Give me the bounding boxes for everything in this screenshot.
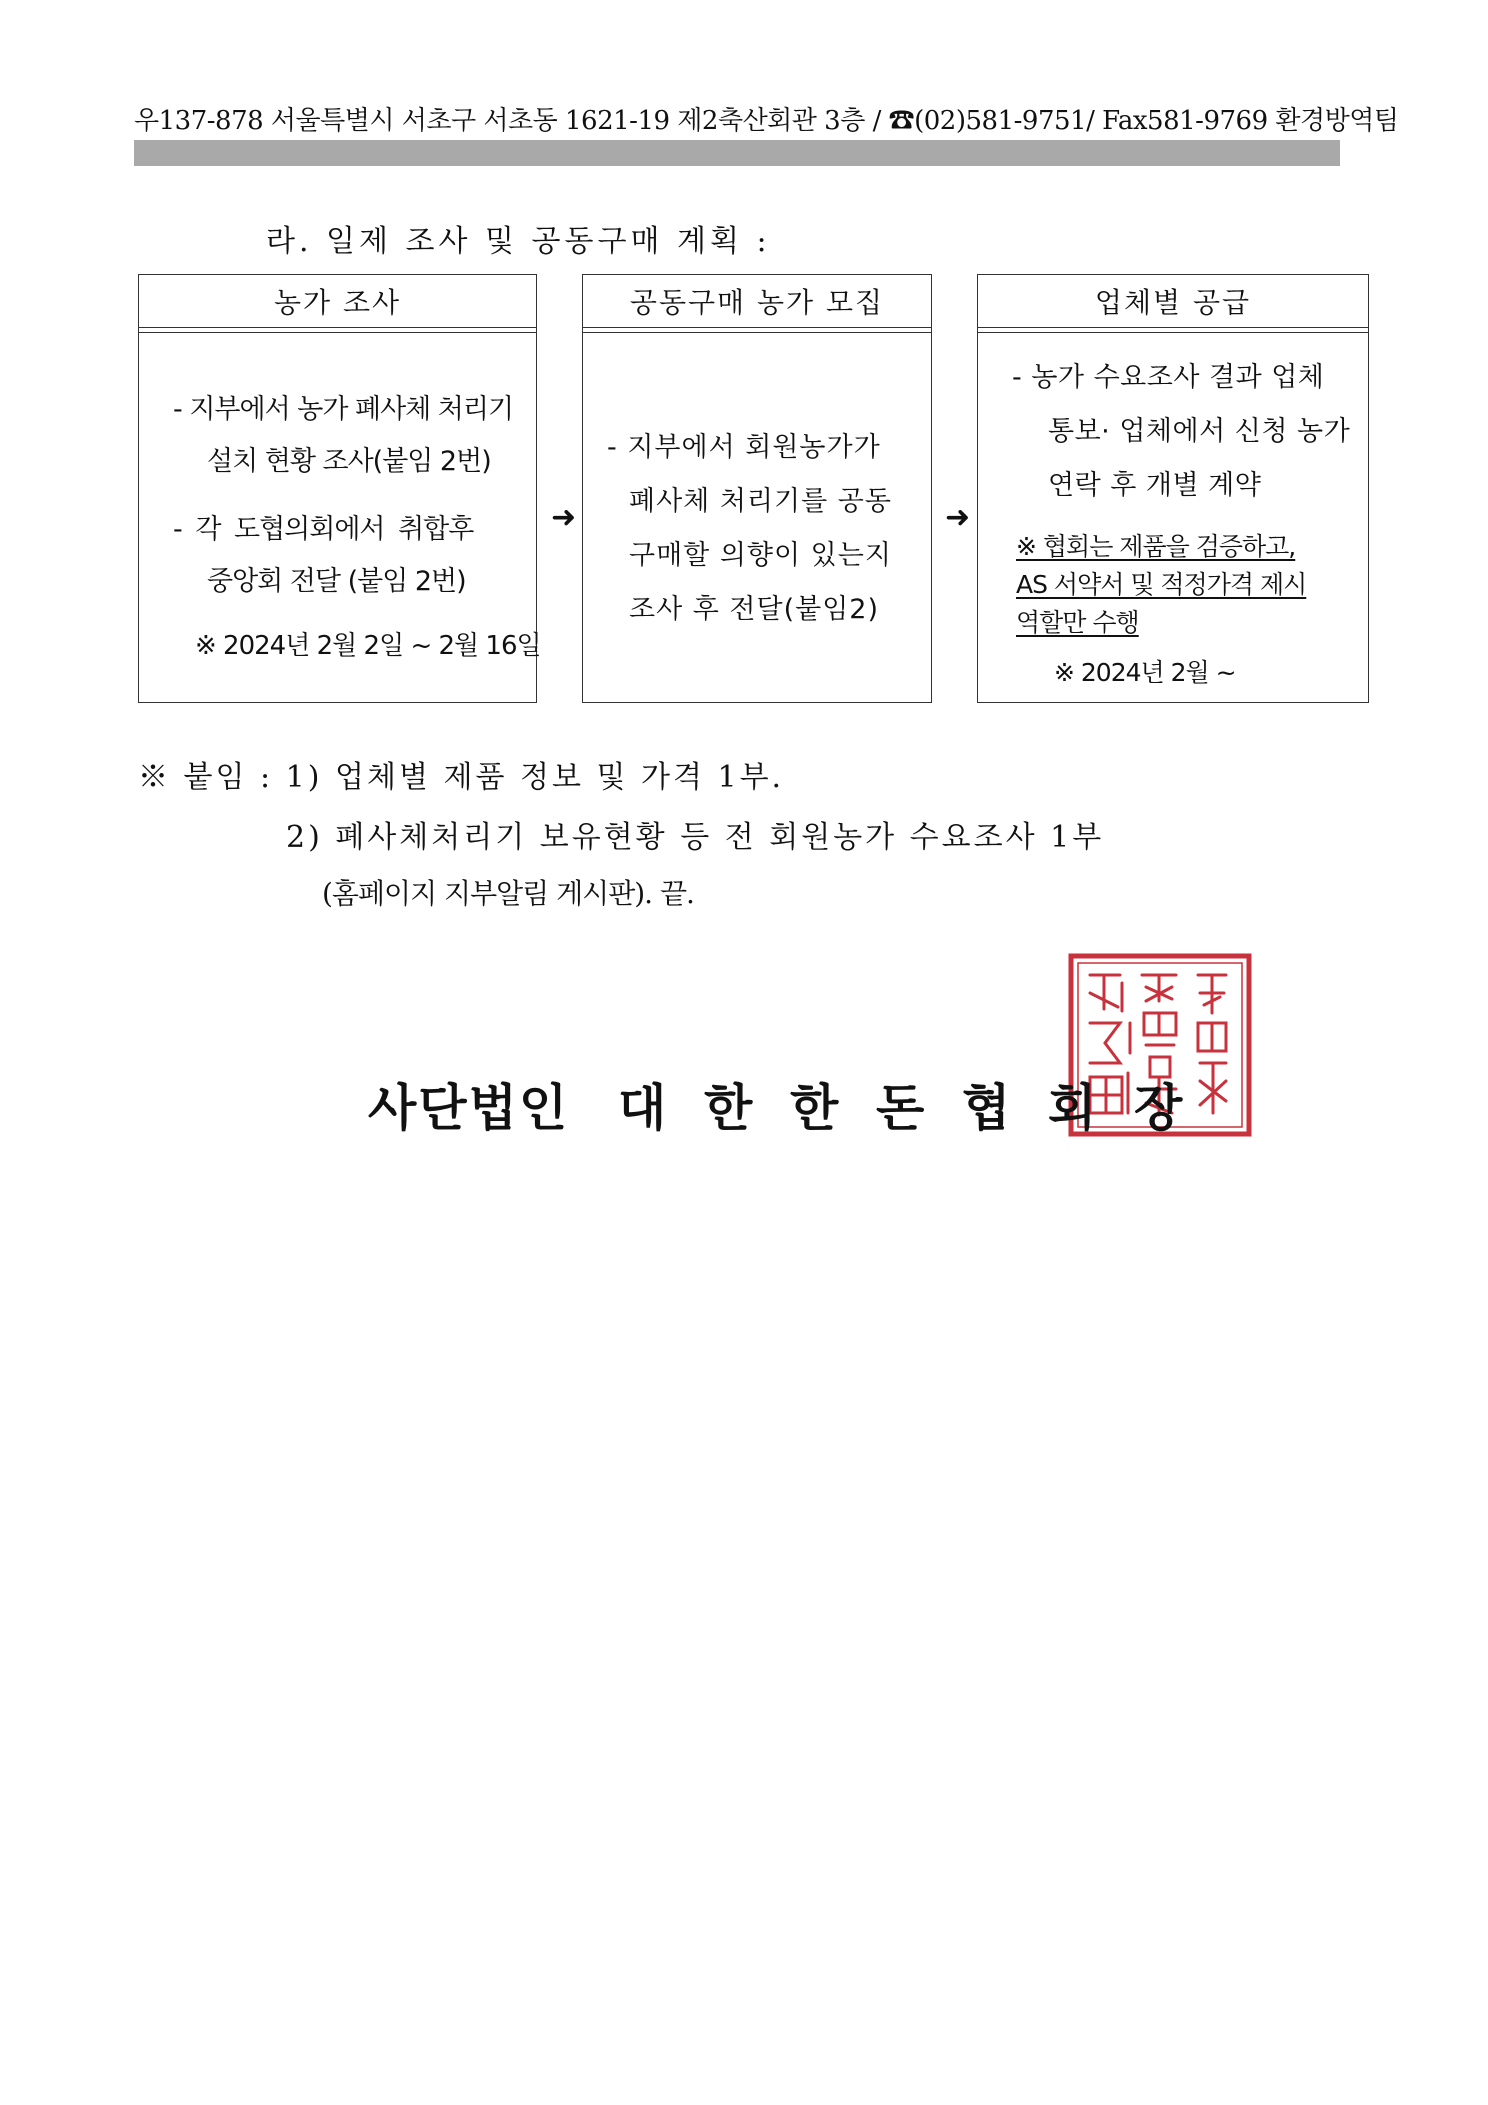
box-note-line: ※ 협회는 제품을 검증하고, bbox=[1016, 532, 1296, 561]
box-line: - 지부에서 농가 폐사체 처리기 bbox=[173, 394, 514, 425]
flow-arrow-2: ➜ bbox=[945, 500, 971, 535]
box-line: - 각 도협의회에서 취합후 bbox=[173, 514, 474, 545]
flow-box-supply bbox=[977, 274, 1369, 703]
signature-char: 대 bbox=[618, 1078, 667, 1137]
survey-period: ※ 2024년 2월 2일 ~ 2월 16일 bbox=[195, 631, 541, 661]
attachment-line-3: (홈페이지 지부알림 게시판). 끝. bbox=[322, 877, 694, 910]
flow-box-header: 업체별 공급 bbox=[978, 275, 1368, 328]
signature-char: 한 bbox=[790, 1078, 839, 1137]
section-title: 라. 일제 조사 및 공동구매 계획 : bbox=[266, 224, 771, 259]
flow-box-header: 공동구매 농가 모집 bbox=[583, 275, 931, 328]
box-line: 중앙회 전달 (붙임 2번) bbox=[207, 566, 466, 597]
flow-box-farm-survey bbox=[138, 274, 541, 703]
box-line: - 농가 수요조사 결과 업체 bbox=[1012, 362, 1325, 393]
signature-org-type: 사단법인 bbox=[368, 1078, 570, 1137]
attachment-line-1: ※ 붙임 : 1) 업체별 제품 정보 및 가격 1부. bbox=[138, 760, 785, 795]
box-line: 설치 현황 조사(붙임 2번) bbox=[207, 446, 491, 477]
box-line: 구매할 의향이 있는지 bbox=[629, 540, 892, 571]
box-line: 조사 후 전달(붙임2) bbox=[629, 594, 879, 625]
signature-char: 회 bbox=[1048, 1078, 1097, 1137]
signature-line bbox=[368, 1068, 1201, 1140]
box-note-line: AS 서약서 및 적정가격 제시 bbox=[1016, 570, 1307, 599]
box-line: 통보· 업체에서 신청 농가 bbox=[1048, 416, 1351, 447]
signature-char: 돈 bbox=[876, 1078, 925, 1137]
attachment-line-2: 2) 폐사체처리기 보유현황 등 전 회원농가 수요조사 1부 bbox=[286, 820, 1105, 855]
flow-box-group-purchase bbox=[582, 274, 932, 703]
box-note-line: 역할만 수행 bbox=[1016, 608, 1139, 637]
box-line: 폐사체 처리기를 공동 bbox=[629, 486, 892, 517]
signature-char: 장 bbox=[1134, 1078, 1183, 1137]
box-line: - 지부에서 회원농가가 bbox=[607, 432, 881, 463]
supply-period: ※ 2024년 2월 ~ bbox=[1054, 658, 1236, 687]
header-divider-bar bbox=[134, 140, 1340, 166]
flow-arrow-1: ➜ bbox=[551, 500, 577, 535]
flow-box-header: 농가 조사 bbox=[139, 275, 536, 328]
box-line: 연락 후 개별 계약 bbox=[1048, 470, 1262, 501]
letterhead-address: 우137-878 서울특별시 서초구 서초동 1621-19 제2축산회관 3층 / ☎(02)581-9751/ Fax581-9769 환경방역팀 bbox=[134, 106, 1399, 136]
signature-char: 한 bbox=[704, 1078, 753, 1137]
signature-char: 협 bbox=[962, 1078, 1011, 1137]
